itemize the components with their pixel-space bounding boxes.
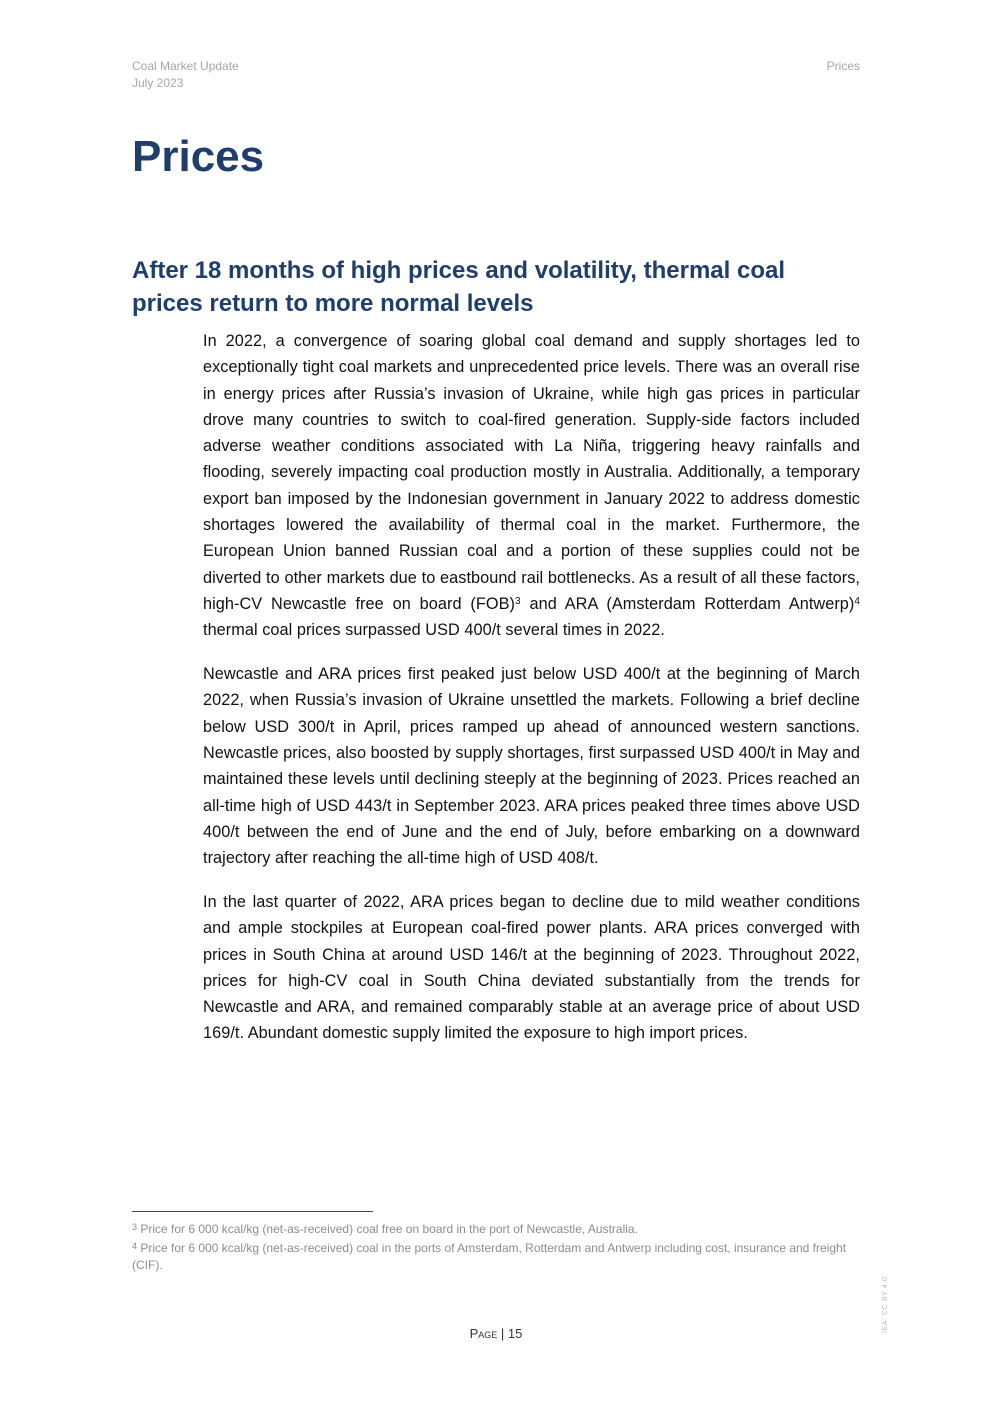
footnote-3: [132, 1219, 860, 1238]
footnote-4: [132, 1238, 860, 1274]
footnote-4-mark: 4: [132, 1241, 138, 1251]
page-number-value: 15: [507, 1326, 523, 1341]
paragraph-1-part-a: In 2022, a convergence of soaring global coal demand and supply shortages led to exceptionally tight coal markets and unprecedented price levels. There was an overall rise in energy prices after Russia’s invasion of Ukraine, while high gas prices in particular drove many countries to switch to coal-fired generation. Supply-side factors included adverse weather conditions associated with La Niña, triggering heavy rainfalls and flooding, severely impacting coal production mostly in Australia. Additionally, a temporary export ban imposed by the Indonesian government in January 2022 to address domestic shortages lowered the availability of thermal coal in the market. Furthermore, the European Union banned Russian coal and a portion of these supplies could not be diverted to other markets due to eastbound rail bottlenecks. As a result of all these factors, high-CV Newcastle free on board (FOB): [203, 332, 860, 613]
paragraph-1-part-c: thermal coal prices surpassed USD 400/t several times in 2022.: [203, 621, 665, 640]
doc-date: July 2023: [132, 76, 184, 90]
footnote-3-text: Price for 6 000 kcal/kg (net-as-received) coal free on board in the port of Newcastle, Australia.: [137, 1222, 638, 1236]
page-separator: |: [497, 1326, 508, 1341]
paragraph-3: In the last quarter of 2022, ARA prices began to decline due to mild weather conditions and ample stockpiles at European coal-fired power plants. ARA prices converged with prices in South China at around USD 146/t at the beginning of 2023. Throughout 2022, prices for high-CV coal in South China deviated substantially from the trends for Newcastle and ARA, and remained comparably stable at an average price of about USD 169/t. Abundant domestic supply limited the exposure to high import prices.: [203, 892, 860, 1043]
running-header-section: Prices: [826, 59, 860, 73]
footnote-3-mark: 3: [132, 1222, 138, 1232]
section-heading: After 18 months of high prices and volatility, thermal coal prices return to more normal levels: [132, 257, 786, 317]
paragraph-2: Newcastle and ARA prices first peaked just below USD 400/t at the beginning of March 2022, when Russia’s invasion of Ukraine unsettled the markets. Following a brief decline below USD 300/t in April, prices ramped up ahead of announced western sanctions. Newcastle prices, also boosted by supply shortages, first surpassed USD 400/t in May and maintained these levels until declining steeply at the beginning of 2023. Prices reached an all-time high of USD 443/t in September 2023. ARA prices peaked three times above USD 400/t between the end of June and the end of July, before embarking on a downward trajectory after reaching the all-time high of USD 408/t.: [203, 665, 860, 868]
license-text: IEA. CC BY 4.0.: [882, 1273, 890, 1333]
running-header-left: [132, 58, 239, 92]
page-number: [0, 1326, 992, 1341]
footnotes: [132, 1219, 860, 1274]
paragraph-1: [203, 328, 860, 644]
footnote-separator: [132, 1211, 373, 1212]
footnote-ref-3: 3: [514, 595, 521, 607]
footnote-4-text: Price for 6 000 kcal/kg (net-as-received) coal in the ports of Amsterdam, Rotterdam and Antwerp including cost, insurance and freight (CIF).: [132, 1241, 847, 1272]
page-label: Page: [469, 1326, 498, 1341]
footnote-ref-4: 4: [854, 595, 860, 607]
paragraph-1-part-b: and ARA (Amsterdam Rotterdam Antwerp): [520, 594, 855, 613]
doc-title: Coal Market Update: [132, 59, 239, 73]
page-title: Prices: [132, 132, 265, 181]
body-text: [203, 328, 860, 1064]
